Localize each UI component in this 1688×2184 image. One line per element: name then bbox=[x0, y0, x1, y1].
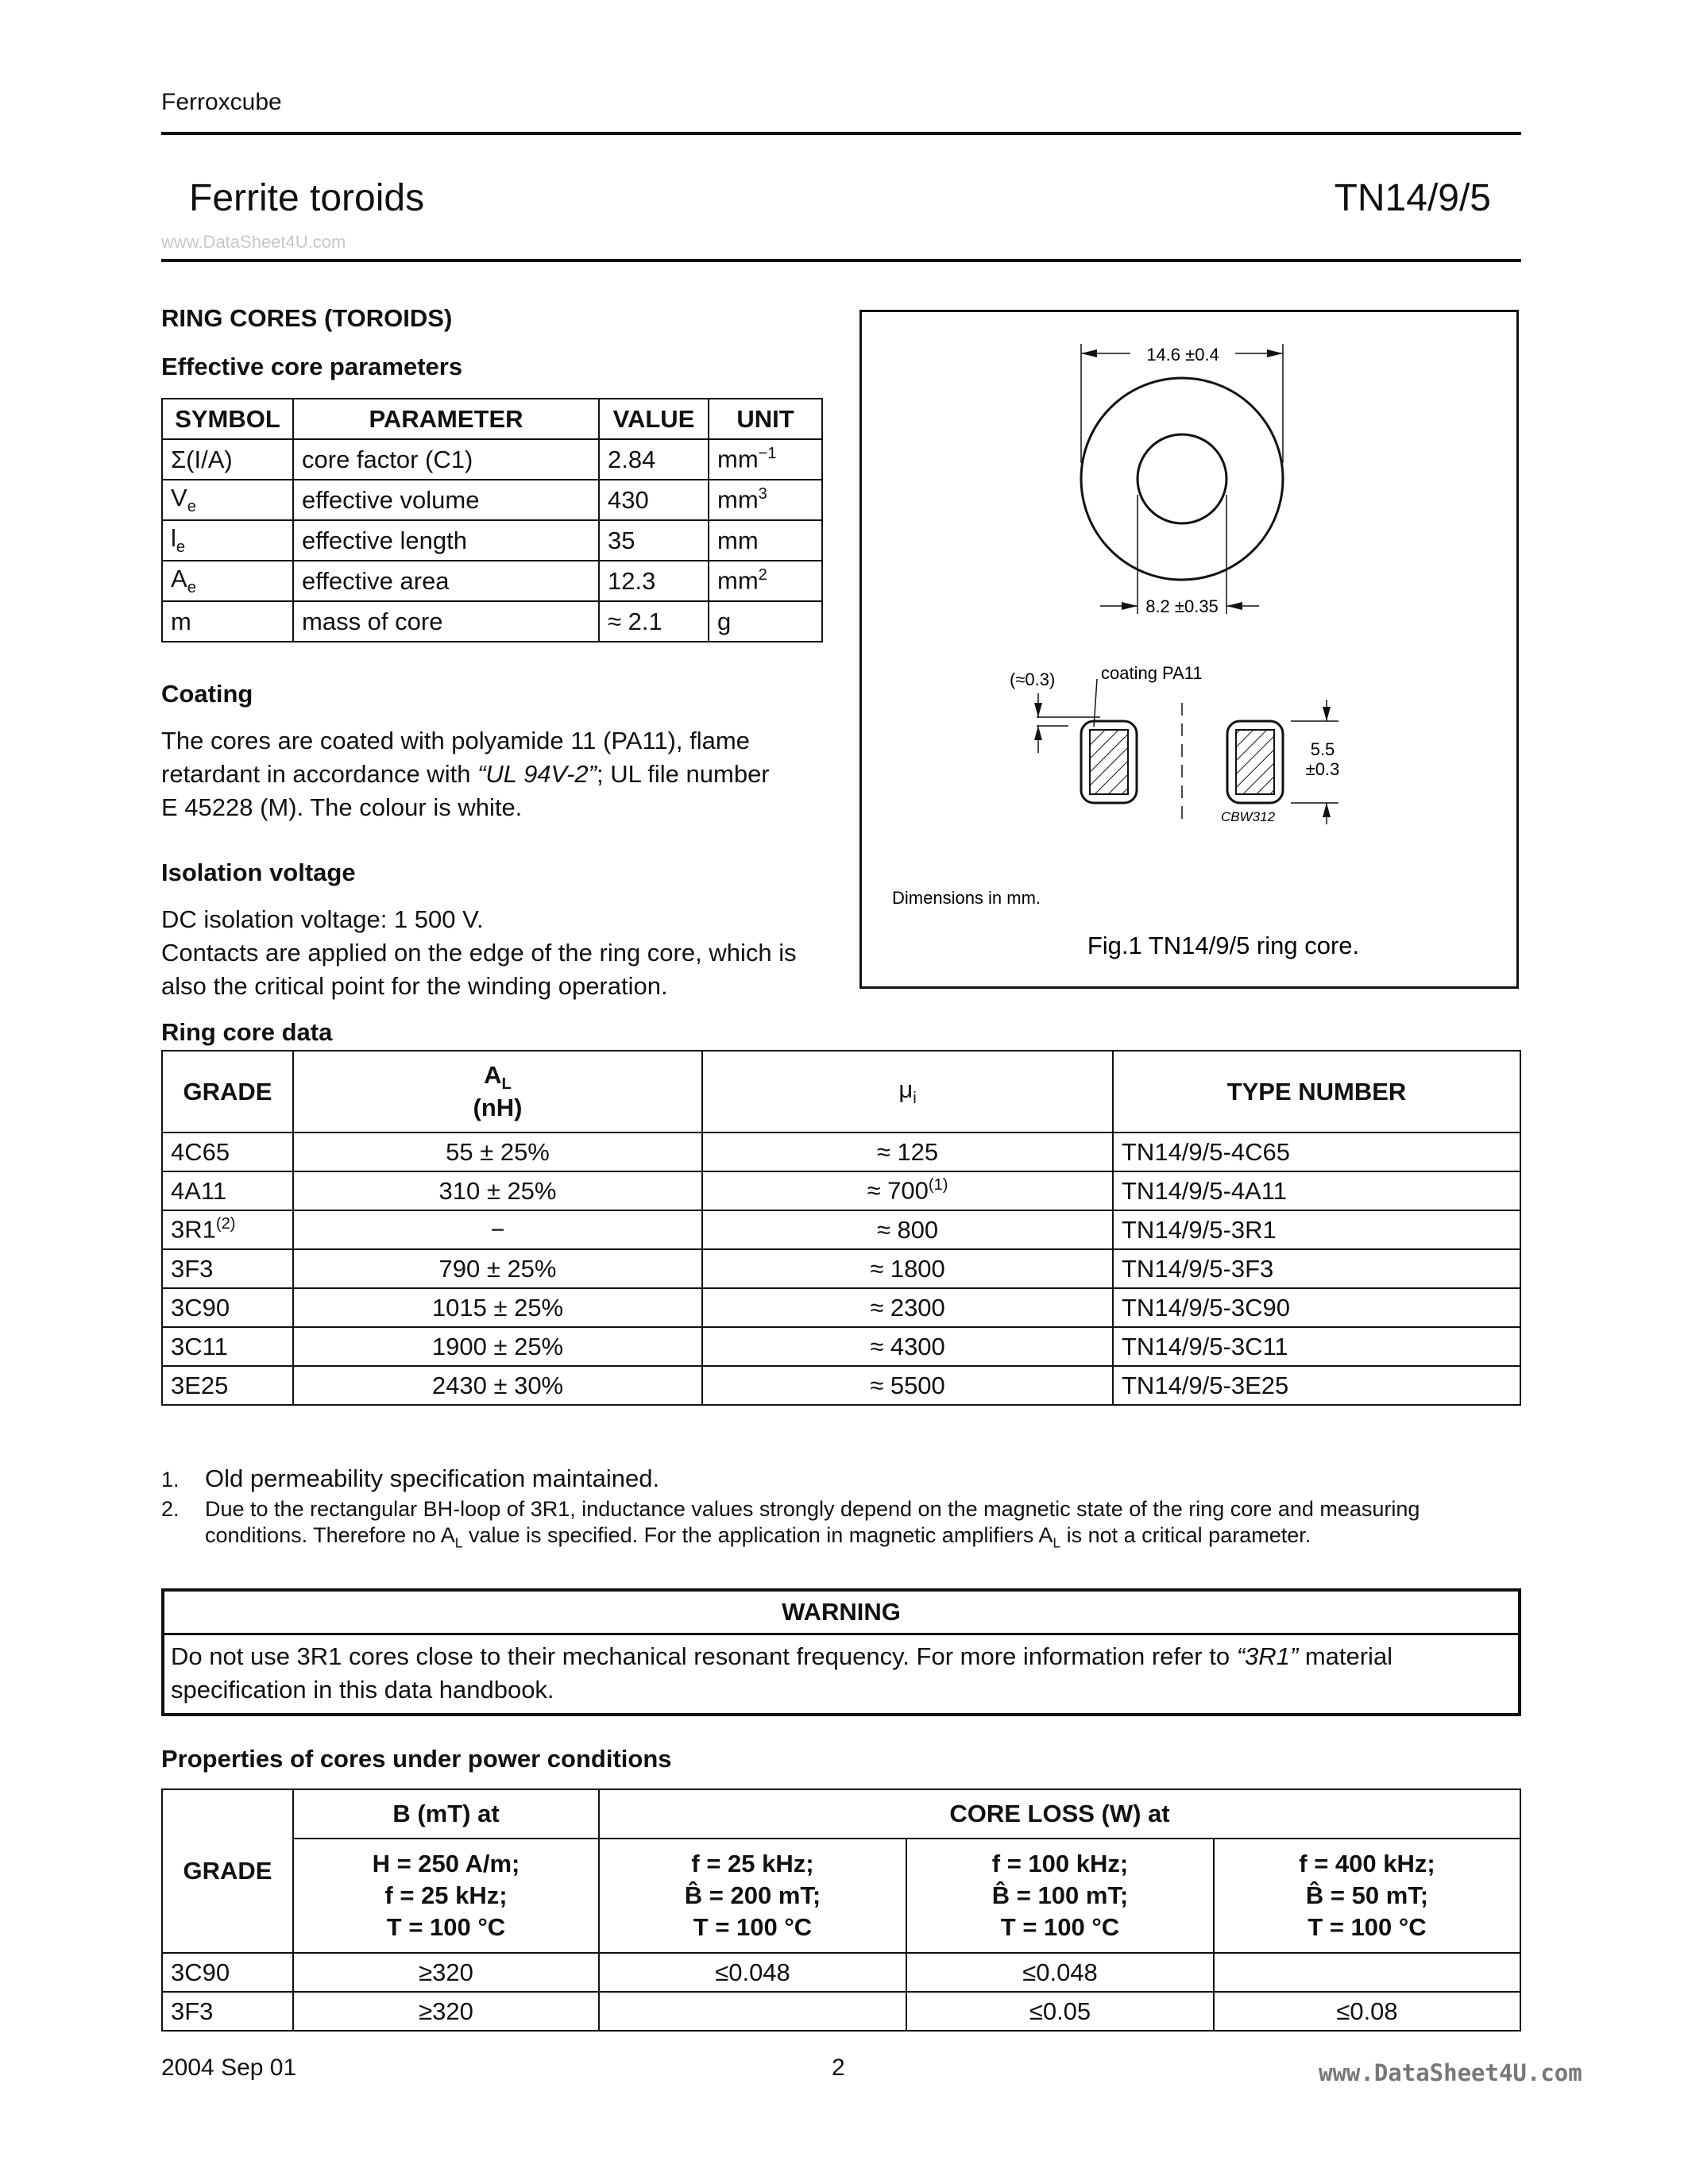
cell-loss-400 bbox=[1214, 1953, 1520, 1992]
page-title: Ferrite toroids bbox=[189, 177, 425, 219]
cell-parameter: mass of core bbox=[293, 601, 599, 642]
col-header-unit: UNIT bbox=[709, 399, 822, 439]
table-row bbox=[162, 601, 822, 642]
cell-al: 310 ± 25% bbox=[293, 1171, 702, 1210]
cell-type: TN14/9/5-3F3 bbox=[1113, 1249, 1520, 1288]
coating-label: coating PA11 bbox=[1101, 663, 1203, 683]
cond-loss-25khz: f = 25 kHz; B̂ = 200 mT; T = 100 °C bbox=[599, 1839, 906, 1953]
cond-b: H = 250 A/m; f = 25 kHz; T = 100 °C bbox=[293, 1839, 599, 1953]
table-row bbox=[162, 1133, 1520, 1171]
cell-symbol: m bbox=[162, 601, 293, 642]
cell-grade: 3F3 bbox=[162, 1992, 293, 2031]
cell-loss-100: ≤0.048 bbox=[906, 1953, 1214, 1992]
page-number: 2 bbox=[832, 2055, 845, 2081]
table-row bbox=[162, 1288, 1520, 1327]
cell-symbol: $A_e$ bbox=[162, 561, 293, 601]
cell-al: 790 ± 25% bbox=[293, 1249, 702, 1288]
dimensions-note: Dimensions in mm. bbox=[892, 888, 1041, 908]
cell-mu: ≈ 4300 bbox=[702, 1327, 1113, 1366]
footer-date: 2004 Sep 01 bbox=[161, 2055, 297, 2081]
cell-type: TN14/9/5-4C65 bbox=[1113, 1133, 1520, 1171]
col-header-type: TYPE NUMBER bbox=[1113, 1051, 1520, 1133]
header-rule-top bbox=[161, 132, 1521, 135]
cell-value: 35 bbox=[599, 520, 709, 561]
table-row bbox=[162, 561, 822, 601]
cond-loss-100khz: f = 100 kHz; B̂ = 100 mT; T = 100 °C bbox=[906, 1839, 1214, 1953]
cell-mu: ≈ 2300 bbox=[702, 1288, 1113, 1327]
col-header-al: $A_L$ (nH) bbox=[293, 1051, 702, 1133]
cell-parameter: effective length bbox=[293, 520, 599, 561]
footnote-1: 1. Old permeability specification maintained. bbox=[161, 1464, 660, 1492]
table-row bbox=[162, 1327, 1520, 1366]
cell-type: TN14/9/5-3R1 bbox=[1113, 1210, 1520, 1249]
cell-loss-400: ≤0.08 bbox=[1214, 1992, 1520, 2031]
warning-box bbox=[161, 1588, 1521, 1716]
coating-thickness-label: (≈0.3) bbox=[1010, 669, 1056, 689]
col-header-value: VALUE bbox=[599, 399, 709, 439]
part-number: TN14/9/5 bbox=[1334, 177, 1491, 219]
cell-type: TN14/9/5-3E25 bbox=[1113, 1366, 1520, 1405]
ring-core-table bbox=[161, 1050, 1521, 1406]
footer-watermark-link[interactable]: www.DataSheet4U.com bbox=[1319, 2059, 1582, 2086]
header-rule-bottom bbox=[161, 259, 1521, 262]
drawing-code: CBW312 bbox=[1221, 809, 1276, 824]
cell-parameter: effective volume bbox=[293, 480, 599, 520]
col-header-grade: GRADE bbox=[162, 1789, 293, 1953]
col-header-b: B (mT) at bbox=[293, 1789, 599, 1839]
cell-symbol: Σ(I/A) bbox=[162, 439, 293, 480]
table-row bbox=[162, 1953, 1520, 1992]
cell-grade: 4A11 bbox=[162, 1171, 293, 1210]
ring-core-drawing bbox=[862, 312, 1516, 986]
table-row bbox=[162, 1171, 1520, 1210]
table-row bbox=[162, 520, 822, 561]
cell-type: TN14/9/5-4A11 bbox=[1113, 1171, 1520, 1210]
ring-core-title: Ring core data bbox=[161, 1018, 333, 1046]
company-name: Ferroxcube bbox=[161, 89, 282, 115]
figure-box bbox=[859, 310, 1519, 989]
outer-diameter-label: 14.6 ±0.4 bbox=[1146, 345, 1219, 365]
section-title: RING CORES (TOROIDS) bbox=[161, 304, 453, 332]
inner-diameter-label: 8.2 ±0.35 bbox=[1145, 596, 1219, 616]
table-row bbox=[162, 1210, 1520, 1249]
cell-al: 1900 ± 25% bbox=[293, 1327, 702, 1366]
power-table bbox=[161, 1788, 1521, 2032]
table-header-row bbox=[162, 399, 822, 439]
cell-parameter: effective area bbox=[293, 561, 599, 601]
cell-type: TN14/9/5-3C11 bbox=[1113, 1327, 1520, 1366]
watermark-link[interactable]: www.DataSheet4U.com bbox=[161, 232, 346, 252]
cell-b: ≥320 bbox=[293, 1953, 599, 1992]
cell-grade: 3R1$^{(2)}$ bbox=[162, 1210, 293, 1249]
table-header-row bbox=[162, 1051, 1520, 1133]
cell-grade: 4C65 bbox=[162, 1133, 293, 1171]
coating-text: The cores are coated with polyamide 11 (PA11), flame retardant in accordance with “UL 94V-2”; UL file number E 45228 (M). The colour is white. bbox=[161, 727, 770, 821]
table-row bbox=[162, 1366, 1520, 1405]
inner-ring-circle bbox=[1138, 434, 1226, 523]
cell-unit: mm bbox=[709, 520, 822, 561]
table-header-row bbox=[162, 1839, 1520, 1953]
effective-params-title: Effective core parameters bbox=[161, 353, 463, 380]
outer-ring-circle bbox=[1081, 378, 1283, 580]
col-header-core-loss: CORE LOSS (W) at bbox=[599, 1789, 1520, 1839]
cell-parameter: core factor (C1) bbox=[293, 439, 599, 480]
cell-grade: 3C90 bbox=[162, 1953, 293, 1992]
cond-loss-400khz: f = 400 kHz; B̂ = 50 mT; T = 100 °C bbox=[1214, 1839, 1520, 1953]
height-label: 5.5 bbox=[1310, 739, 1335, 759]
cell-al: 55 ± 25% bbox=[293, 1133, 702, 1171]
cell-loss-100: ≤0.05 bbox=[906, 1992, 1214, 2031]
cell-grade: 3C11 bbox=[162, 1327, 293, 1366]
cell-value: 12.3 bbox=[599, 561, 709, 601]
cell-symbol: $V_e$ bbox=[162, 480, 293, 520]
isolation-title: Isolation voltage bbox=[161, 859, 356, 886]
cell-mu: ≈ 125 bbox=[702, 1133, 1113, 1171]
height-tolerance-label: ±0.3 bbox=[1305, 759, 1340, 779]
isolation-text: DC isolation voltage: 1 500 V. Contacts are applied on the edge of the ring core, which is also the critical point for the winding operation. bbox=[161, 905, 797, 1000]
effective-params-table bbox=[161, 398, 823, 642]
cell-b: ≥320 bbox=[293, 1992, 599, 2031]
cell-mu: ≈ 1800 bbox=[702, 1249, 1113, 1288]
footnote-2: 2. Due to the rectangular BH-loop of 3R1, inductance values strongly depend on the magnetic state of the ring core and measuring conditions. Therefore no $A_L$ value is specified. For the application in magnetic amplifiers $A_L$ is not a critical parameter. bbox=[161, 1497, 1420, 1551]
cell-unit: $mm^2$ bbox=[709, 561, 822, 601]
table-header-row bbox=[162, 1789, 1520, 1839]
cell-unit: g bbox=[709, 601, 822, 642]
warning-text: Do not use 3R1 cores close to their mechanical resonant frequency. For more information refer to “3R1” material specification in this data handbook. bbox=[171, 1642, 1393, 1704]
cell-grade: 3E25 bbox=[162, 1366, 293, 1405]
col-header-mu: $\mu_i$ bbox=[702, 1051, 1113, 1133]
cell-grade: 3C90 bbox=[162, 1288, 293, 1327]
cell-mu: ≈ $700^{(1)}$ bbox=[702, 1171, 1113, 1210]
col-header-symbol: SYMBOL bbox=[162, 399, 293, 439]
warning-title: WARNING bbox=[164, 1592, 1518, 1635]
coating-title: Coating bbox=[161, 680, 253, 708]
col-header-grade: GRADE bbox=[162, 1051, 293, 1133]
cell-unit: $mm^3$ bbox=[709, 480, 822, 520]
cell-al: 1015 ± 25% bbox=[293, 1288, 702, 1327]
cell-mu: ≈ 5500 bbox=[702, 1366, 1113, 1405]
cell-al: 2430 ± 30% bbox=[293, 1366, 702, 1405]
cell-type: TN14/9/5-3C90 bbox=[1113, 1288, 1520, 1327]
cell-value: 430 bbox=[599, 480, 709, 520]
cell-loss-25 bbox=[599, 1992, 906, 2031]
col-header-parameter: PARAMETER bbox=[293, 399, 599, 439]
cell-symbol: $l_e$ bbox=[162, 520, 293, 561]
cell-unit: $mm^{-1}$ bbox=[709, 439, 822, 480]
table-row bbox=[162, 1992, 1520, 2031]
table-row bbox=[162, 439, 822, 480]
cell-grade: 3F3 bbox=[162, 1249, 293, 1288]
figure-caption: Fig.1 TN14/9/5 ring core. bbox=[1087, 932, 1360, 959]
table-row bbox=[162, 480, 822, 520]
cell-mu: ≈ 800 bbox=[702, 1210, 1113, 1249]
power-title: Properties of cores under power conditions bbox=[161, 1745, 672, 1773]
table-row bbox=[162, 1249, 1520, 1288]
cell-value: 2.84 bbox=[599, 439, 709, 480]
cell-al: − bbox=[293, 1210, 702, 1249]
cell-value: ≈ 2.1 bbox=[599, 601, 709, 642]
cell-loss-25: ≤0.048 bbox=[599, 1953, 906, 1992]
